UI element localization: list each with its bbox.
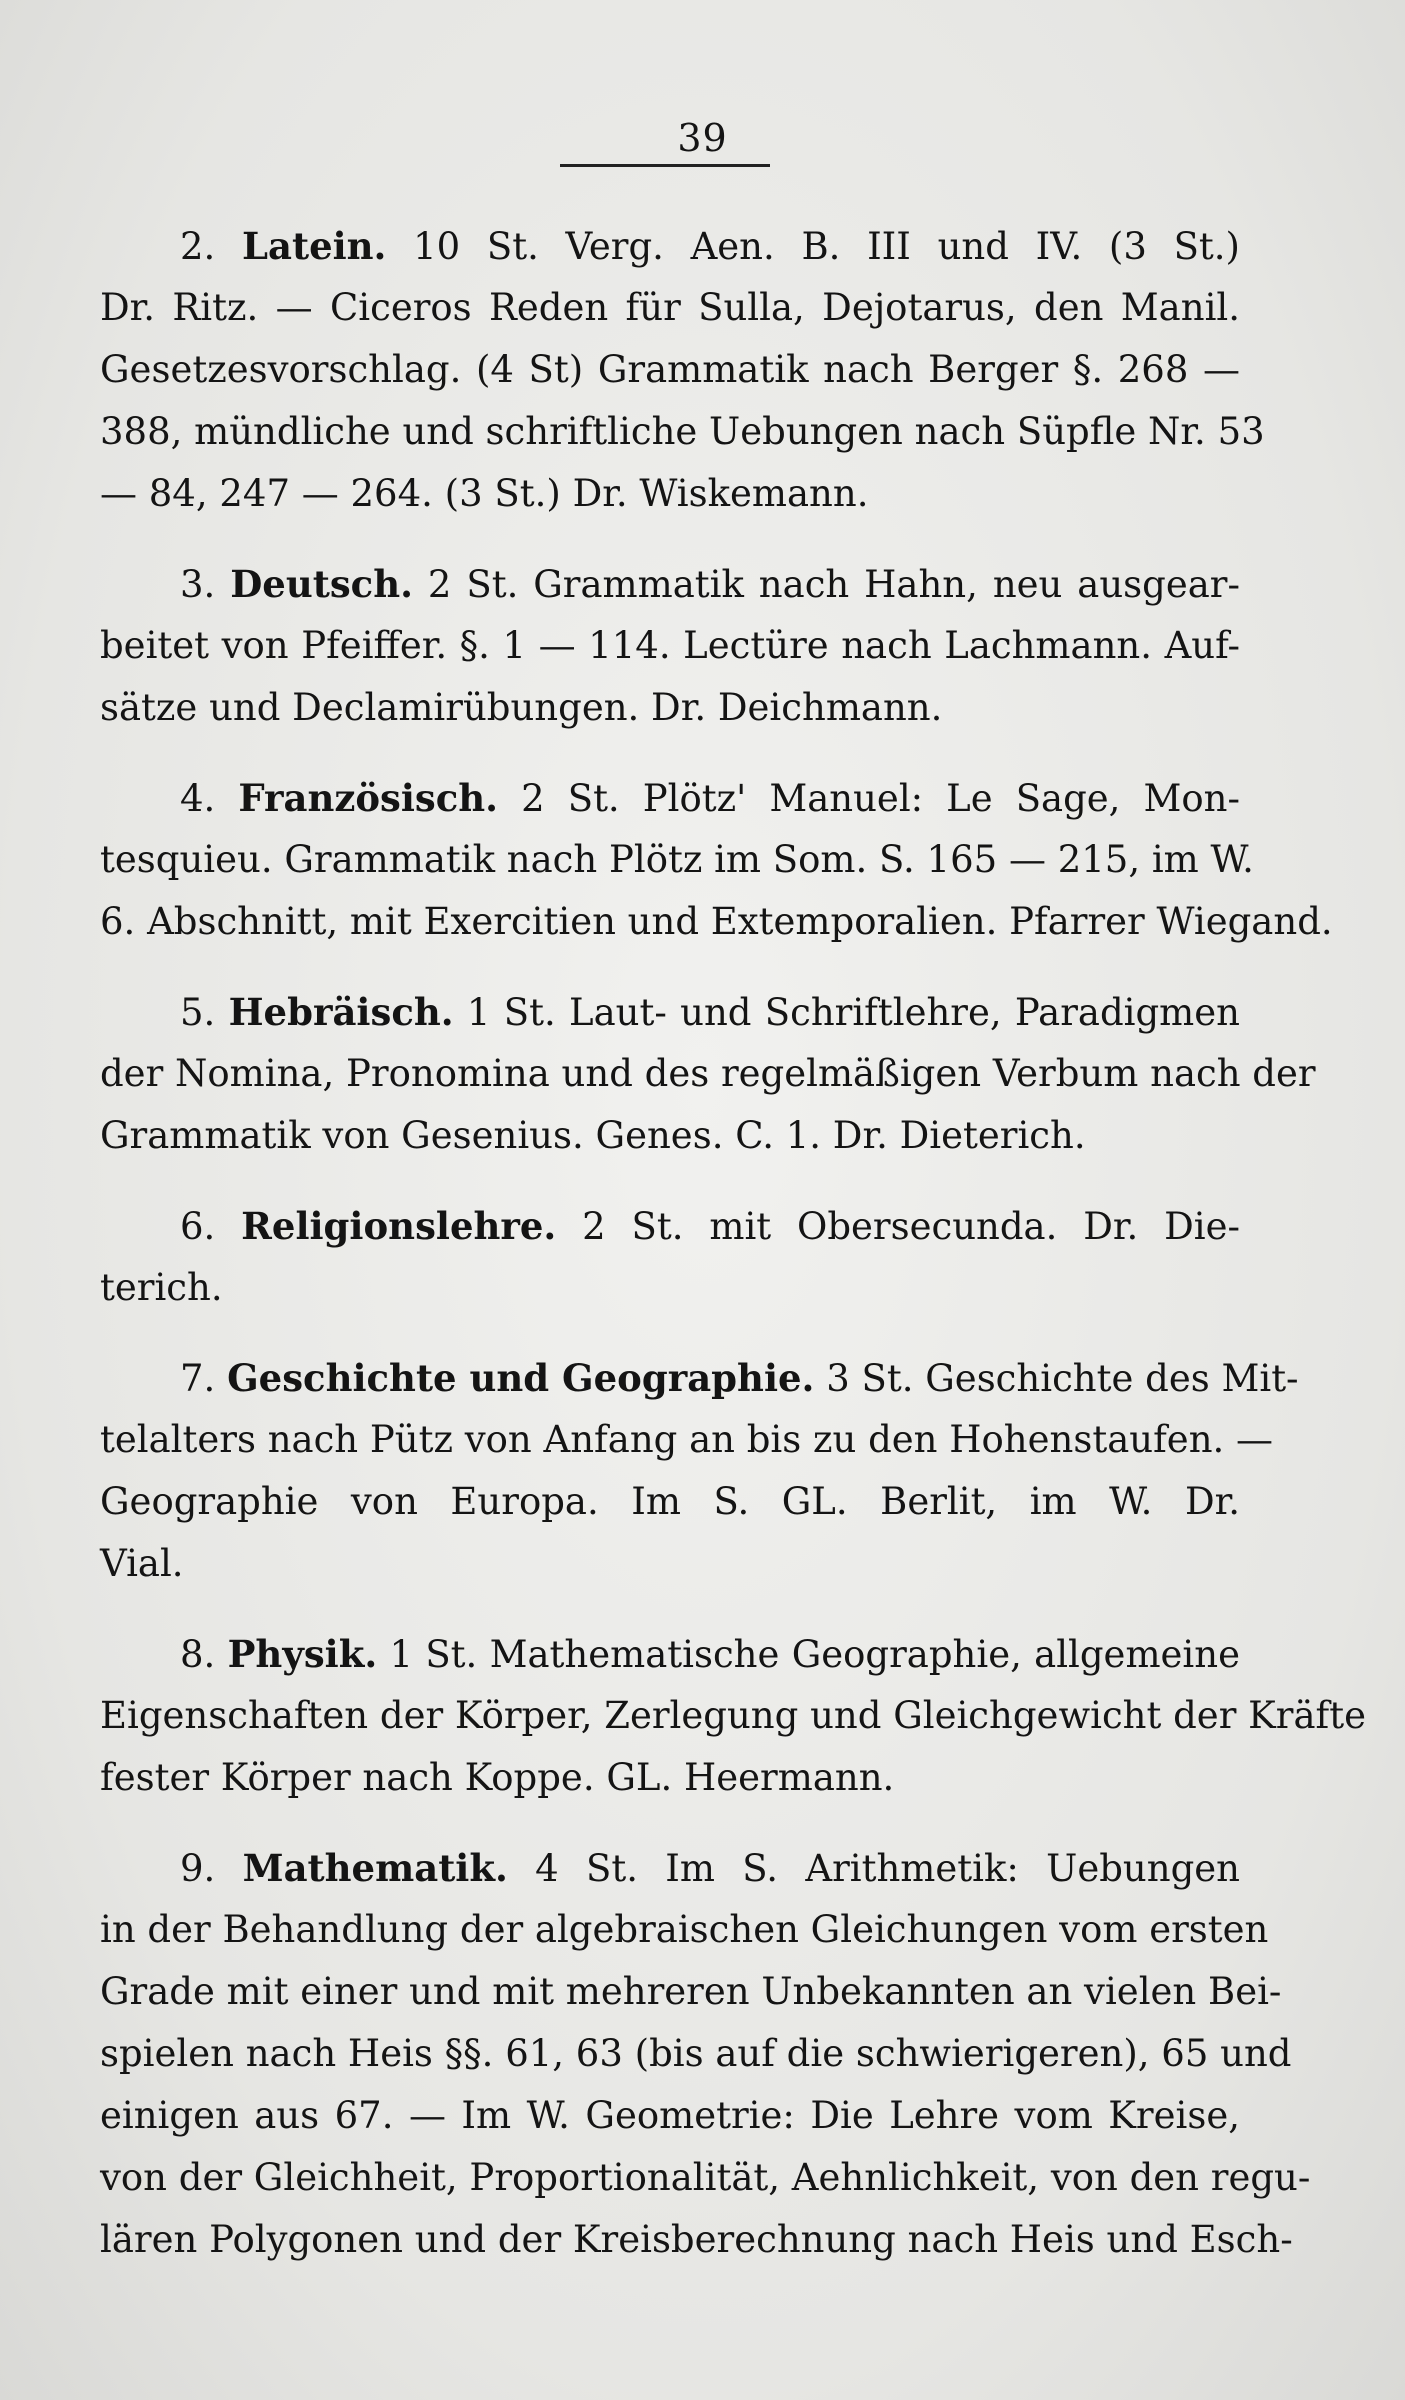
text-run: 2.	[180, 225, 242, 268]
text-line	[100, 1533, 1240, 1595]
text-run: terich.	[100, 1266, 223, 1309]
text-run: 6. Abschnitt, mit Exercitien und Extemporalien. Pfarrer Wiegand.	[100, 900, 1333, 943]
subject-heading: Deutsch.	[230, 562, 413, 606]
text-line	[100, 553, 1240, 615]
text-run: Dr. Ritz. — Ciceros Reden für Sulla, Dejotarus, den Manil.	[100, 286, 1240, 329]
text-line	[100, 1409, 1274, 1471]
subject-heading: Religionslehre.	[241, 1204, 557, 1248]
subject-heading: Geschichte und Geographie.	[227, 1356, 815, 1400]
text-run: 1 St. Laut- und Schriftlehre, Paradigmen	[453, 991, 1240, 1034]
text-line	[100, 1899, 1269, 1961]
text-run: 7.	[180, 1357, 228, 1400]
subject-heading: Hebräisch.	[228, 990, 454, 1034]
subject-heading: Mathematik.	[242, 1846, 508, 1890]
text-line	[100, 1837, 1240, 1899]
text-run: Grammatik von Gesenius. Genes. C. 1. Dr. Dieterich.	[100, 1114, 1086, 1157]
text-line	[100, 677, 1240, 739]
text-run: tesquieu. Grammatik nach Plötz im Som. S. 165 — 215, im W.	[100, 838, 1254, 881]
text-run: Grade mit einer und mit mehreren Unbekannten an vielen Bei-	[100, 1970, 1282, 2013]
text-run: 2 St. mit Obersecunda. Dr. Die-	[556, 1205, 1240, 1248]
page-number: 39	[677, 116, 728, 160]
text-line	[100, 829, 1254, 891]
text-line	[100, 1105, 1240, 1167]
text-run: 2 St. Grammatik nach Hahn, neu ausgear-	[412, 563, 1240, 606]
text-line	[100, 1961, 1282, 2023]
text-line	[100, 891, 1333, 953]
text-run: 1 St. Mathematische Geographie, allgemeine	[377, 1633, 1240, 1676]
section-hebraeisch	[100, 981, 1316, 1167]
section-geschichte	[100, 1347, 1299, 1595]
text-run: Gesetzesvorschlag. (4 St) Grammatik nach Berger §. 268 —	[100, 348, 1240, 391]
text-run: 4.	[180, 777, 239, 820]
text-run: spielen nach Heis §§. 61, 63 (bis auf die schwierigeren), 65 und	[100, 2032, 1292, 2075]
text-run: 4 St. Im S. Arithmetik: Uebungen	[507, 1847, 1240, 1890]
text-line	[100, 463, 1240, 525]
text-line	[100, 1471, 1240, 1533]
text-run: einigen aus 67. — Im W. Geometrie: Die Lehre vom Kreise,	[100, 2094, 1240, 2137]
text-run: der Nomina, Pronomina und des regelmäßigen Verbum nach der	[100, 1052, 1316, 1095]
section-religionslehre	[100, 1195, 1240, 1319]
text-run: in der Behandlung der algebraischen Gleichungen vom ersten	[100, 1908, 1269, 1951]
section-mathematik	[100, 1837, 1311, 2271]
text-run: Vial.	[100, 1542, 184, 1585]
text-run: 2 St. Plötz' Manuel: Le Sage, Mon-	[498, 777, 1240, 820]
text-line	[100, 2085, 1240, 2147]
text-line	[100, 1257, 1240, 1319]
text-run: von der Gleichheit, Proportionalität, Aehnlichkeit, von den regu-	[100, 2156, 1311, 2199]
section-latein	[100, 215, 1265, 525]
text-run: 8.	[180, 1633, 228, 1676]
text-line	[100, 215, 1240, 277]
text-line	[100, 339, 1240, 401]
text-line	[100, 1623, 1240, 1685]
text-run: sätze und Declamirübungen. Dr. Deichmann.	[100, 686, 943, 729]
text-run: 3.	[180, 563, 231, 606]
text-line	[100, 2023, 1292, 2085]
text-run: Geographie von Europa. Im S. GL. Berlit, im W. Dr.	[100, 1480, 1240, 1523]
text-run: 388, mündliche und schriftliche Uebungen nach Süpfle Nr. 53	[100, 410, 1265, 453]
section-physik	[100, 1623, 1367, 1809]
subject-heading: Physik.	[227, 1632, 378, 1676]
page-body	[100, 215, 1367, 2299]
text-run: 5.	[180, 991, 229, 1034]
text-run: fester Körper nach Koppe. GL. Heermann.	[100, 1756, 895, 1799]
text-run: 6.	[180, 1205, 242, 1248]
text-line	[100, 1685, 1367, 1747]
text-run: 3 St. Geschichte des Mit-	[814, 1357, 1299, 1400]
text-line	[100, 2209, 1293, 2271]
text-line	[100, 1043, 1316, 1105]
text-line	[100, 1195, 1240, 1257]
text-run: Eigenschaften der Körper, Zerlegung und Gleichgewicht der Kräfte	[100, 1694, 1367, 1737]
text-line	[100, 277, 1240, 339]
section-franzoesisch	[100, 767, 1333, 953]
text-run: lären Polygonen und der Kreisberechnung nach Heis und Esch-	[100, 2218, 1293, 2261]
section-deutsch	[100, 553, 1240, 739]
text-run: 10 St. Verg. Aen. B. III und IV. (3 St.)	[386, 225, 1240, 268]
text-line	[100, 1747, 1240, 1809]
text-line	[100, 615, 1240, 677]
text-line	[100, 2147, 1311, 2209]
page-number-rule	[560, 164, 770, 167]
text-run: telalters nach Pütz von Anfang an bis zu den Hohenstaufen. —	[100, 1418, 1274, 1461]
text-line	[100, 1347, 1299, 1409]
text-line	[100, 401, 1265, 463]
text-line	[100, 767, 1240, 829]
text-run: 9.	[180, 1847, 243, 1890]
subject-heading: Französisch.	[238, 776, 499, 820]
subject-heading: Latein.	[241, 224, 387, 268]
text-run: — 84, 247 — 264. (3 St.) Dr. Wiskemann.	[100, 472, 869, 515]
text-line	[100, 981, 1240, 1043]
text-run: beitet von Pfeiffer. §. 1 — 114. Lectüre nach Lachmann. Auf-	[100, 624, 1240, 667]
